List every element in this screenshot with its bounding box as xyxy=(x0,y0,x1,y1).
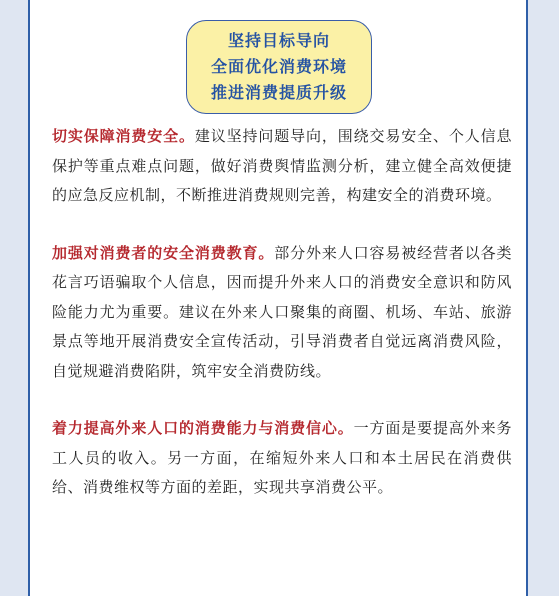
paragraph-body: 一方面是要提高外来务工人员的收入。另一方面，在缩短外来人口和本土居民在消费供给、消费维权等方面的差距，实现共享消费公平。 xyxy=(52,419,512,496)
title-box xyxy=(186,20,372,114)
paragraph-consumption-capacity xyxy=(52,414,512,503)
paragraph-lead: 加强对消费者的安全消费教育。 xyxy=(52,243,275,262)
title-line-3: 推进消费提质升级 xyxy=(210,83,347,102)
article-frame xyxy=(28,0,528,596)
title-line-1: 坚持目标导向 xyxy=(227,31,330,50)
title-line-2: 全面优化消费环境 xyxy=(210,57,347,76)
paragraph-body: 建议坚持问题导向，围绕交易安全、个人信息保护等重点难点问题，做好消费舆情监测分析，建立健全高效便捷的应急反应机制，不断推进消费规则完善，构建安全的消费环境。 xyxy=(52,127,512,204)
paragraph-lead: 着力提高外来人口的消费能力与消费信心。 xyxy=(52,419,354,437)
paragraph-consumer-safety xyxy=(52,122,512,211)
paragraph-body: 部分外来人口容易被经营者以各类花言巧语骗取个人信息，因而提升外来人口的消费安全意识和防风险能力尤为重要。建议在外来人口聚集的商圈、机场、车站、旅游景点等地开展消费安全宣传活动，引导消费者自觉远离消费风险，自觉规避消费陷阱，筑牢安全消费防线。 xyxy=(52,243,512,380)
paragraph-safety-education xyxy=(52,239,512,387)
paragraph-lead: 切实保障消费安全。 xyxy=(52,127,195,145)
article-content xyxy=(52,122,512,531)
